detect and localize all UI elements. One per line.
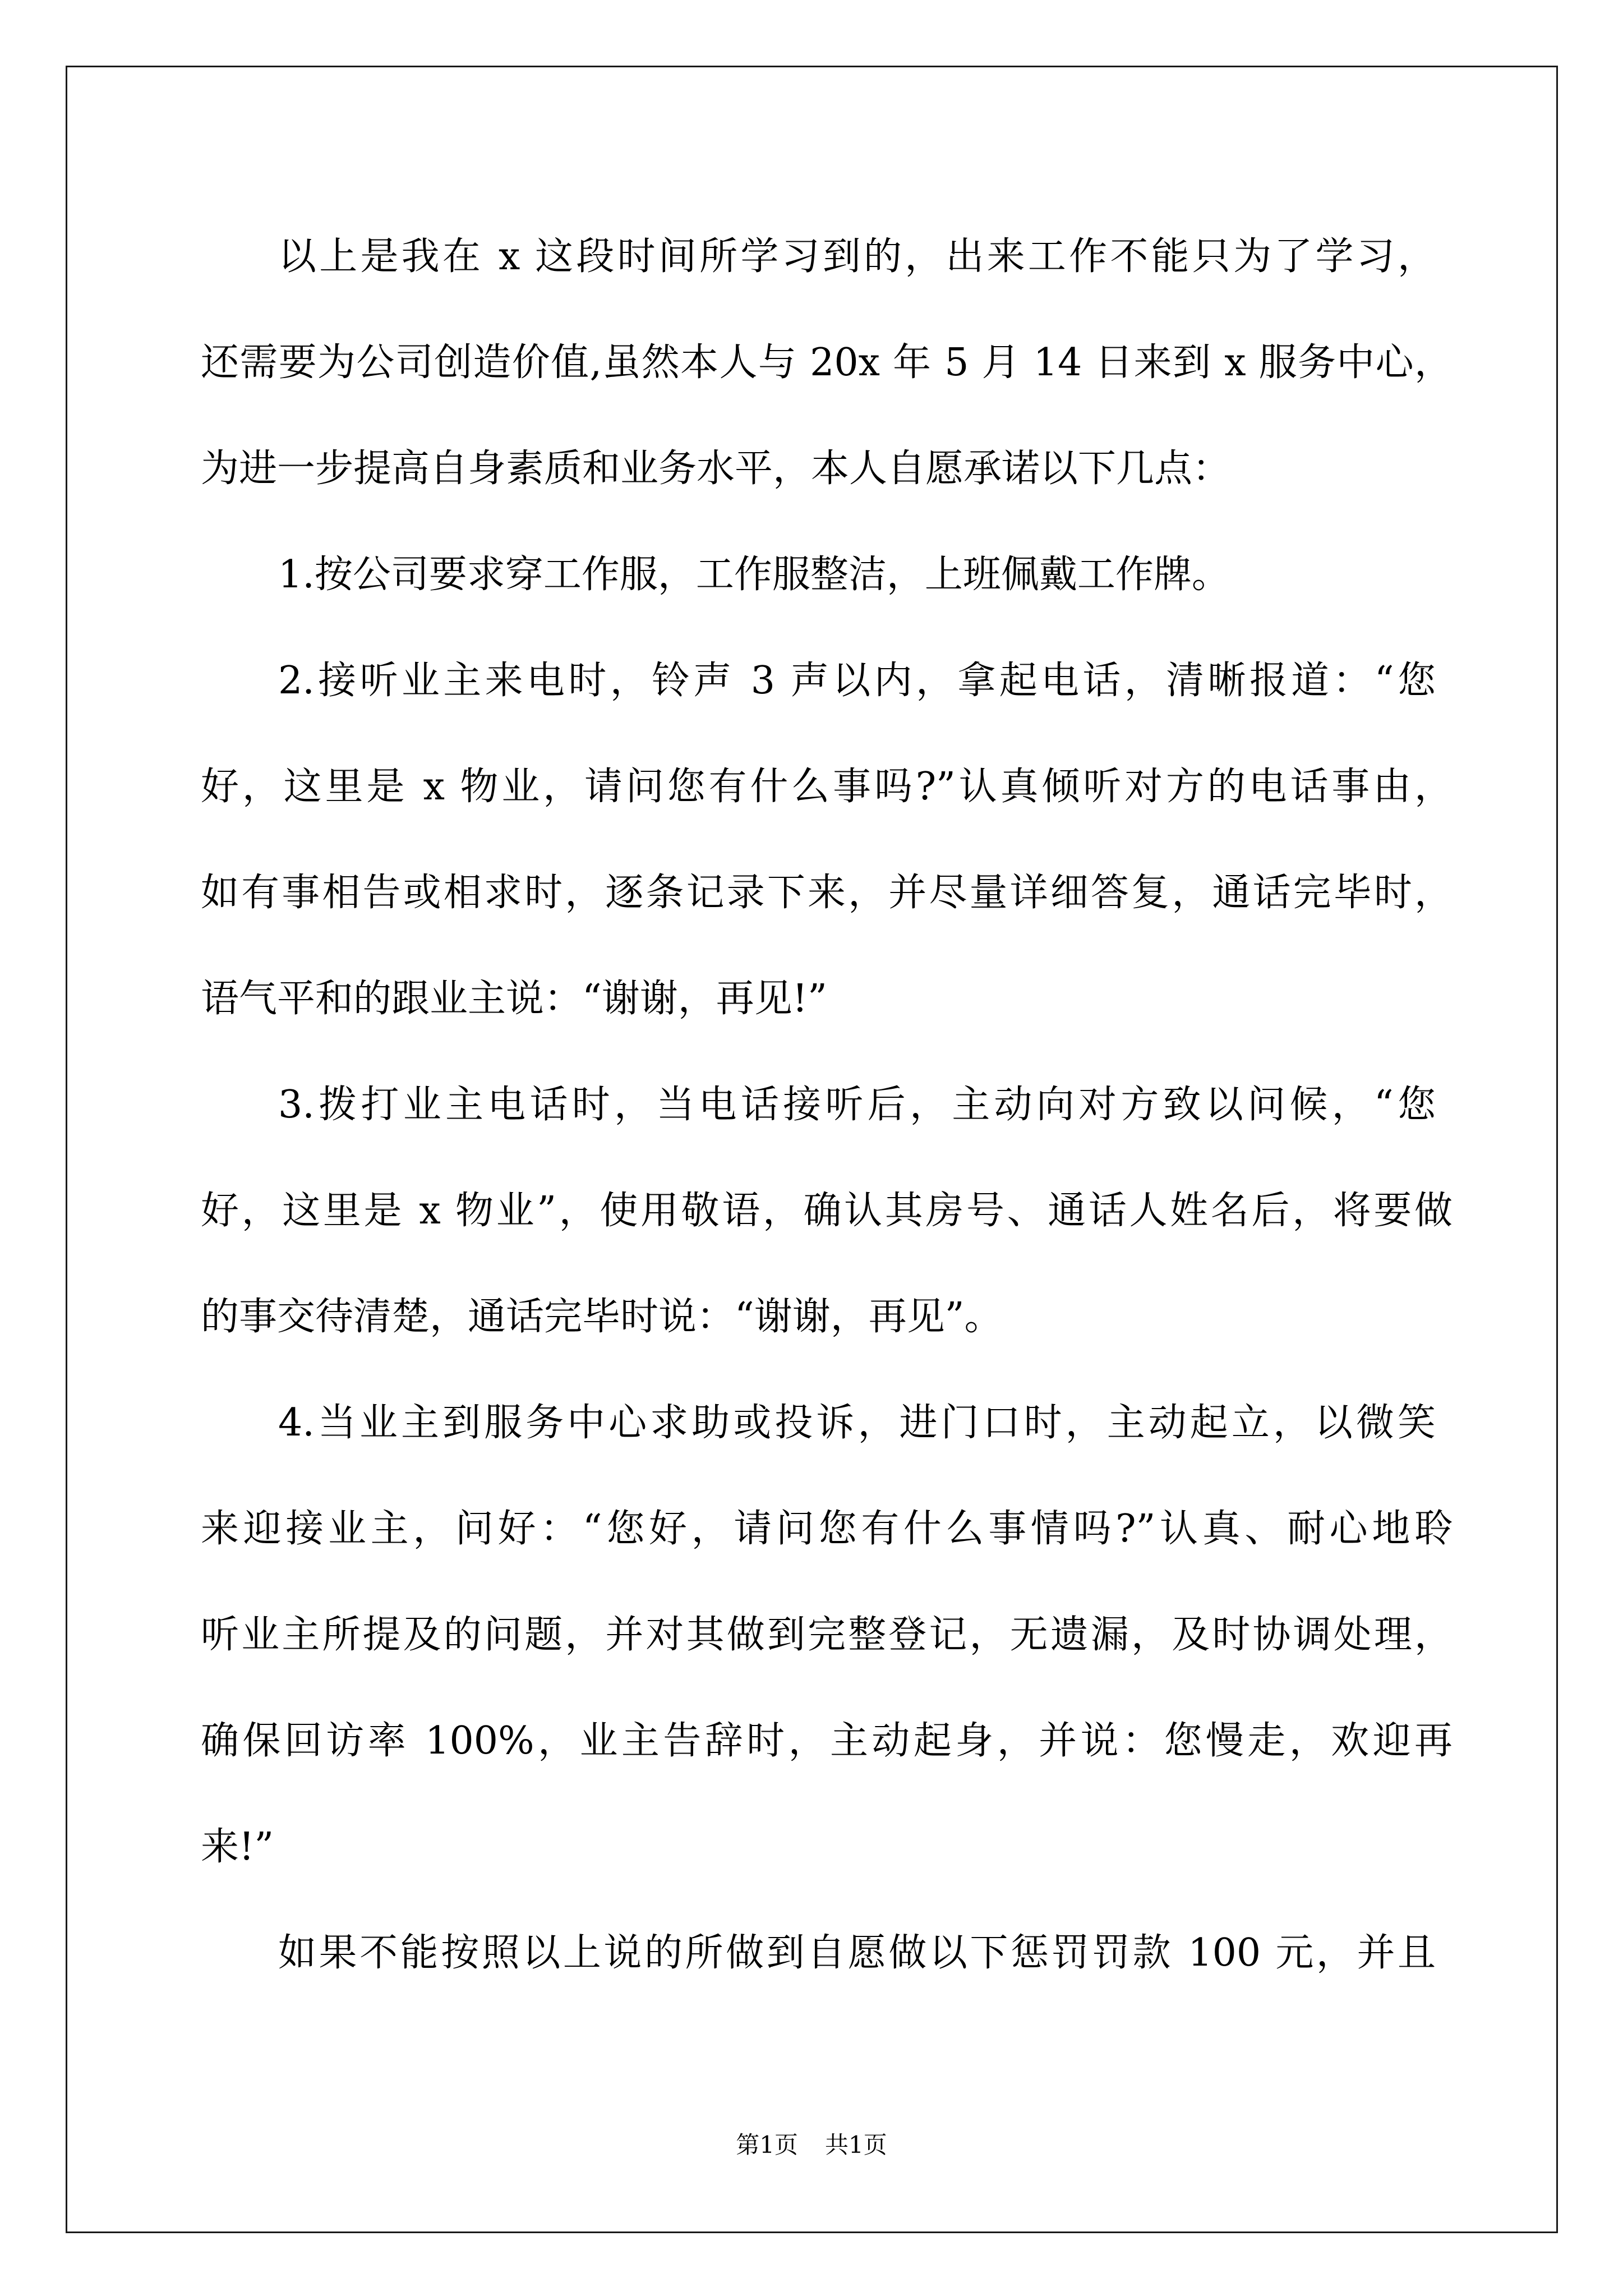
text-line: 以上是我在 x 这段时间所学习到的，出来工作不能只为了学习，: [278, 234, 1436, 279]
page-footer: [0, 2128, 1623, 2162]
text-line: 听业主所提及的问题，并对其做到完整登记，无遗漏，及时协调处理，: [201, 1613, 1453, 1657]
page-total: 共1页: [825, 2131, 887, 2159]
text-line: 好，这里是 x 物业”，使用敬语，确认其房号、通话人姓名后，将要做: [201, 1189, 1453, 1233]
paragraph: [201, 204, 1453, 522]
text-line: 4.当业主到服务中心求助或投诉，进门口时，主动起立，以微笑: [278, 1401, 1436, 1445]
paragraph: [201, 1900, 1453, 2006]
text-line: 的事交待清楚，通话完毕时说：“谢谢，再见”。: [201, 1295, 1003, 1339]
text-line: 还需要为公司创造价值,虽然本人与 20x 年 5 月 14 日来到 x 服务中心，: [201, 341, 1453, 385]
text-line: 语气平和的跟业主说：“谢谢，再见!”: [201, 977, 827, 1021]
page-number: 第1页: [736, 2131, 798, 2159]
text-line: 确保回访率 100%，业主告辞时，主动起身，并说：您慢走，欢迎再: [201, 1719, 1453, 1763]
text-line: 好，这里是 x 物业，请问您有什么事吗?”认真倾听对方的电话事由，: [201, 765, 1453, 809]
paragraph: [201, 1370, 1453, 1900]
text-line: 2.接听业主来电时，铃声 3 声以内，拿起电话，清晰报道：“您: [278, 659, 1436, 703]
text-line: 3.拨打业主电话时，当电话接听后，主动向对方致以问候，“您: [278, 1083, 1436, 1127]
text-line: 如果不能按照以上说的所做到自愿做以下惩罚罚款 100 元，并且: [278, 1931, 1436, 1975]
paragraph: [201, 1052, 1453, 1370]
paragraph: [201, 522, 1453, 628]
document-body: [201, 204, 1453, 2006]
text-line: 如有事相告或相求时，逐条记录下来，并尽量详细答复，通话完毕时，: [201, 871, 1453, 915]
text-line: 来!”: [201, 1825, 274, 1869]
text-line: 来迎接业主，问好：“您好，请问您有什么事情吗?”认真、耐心地聆: [201, 1507, 1453, 1551]
text-line: 为进一步提高自身素质和业务水平，本人自愿承诺以下几点：: [201, 447, 1231, 491]
text-line: 1.按公司要求穿工作服，工作服整洁，上班佩戴工作牌。: [278, 553, 1230, 597]
paragraph: [201, 628, 1453, 1052]
